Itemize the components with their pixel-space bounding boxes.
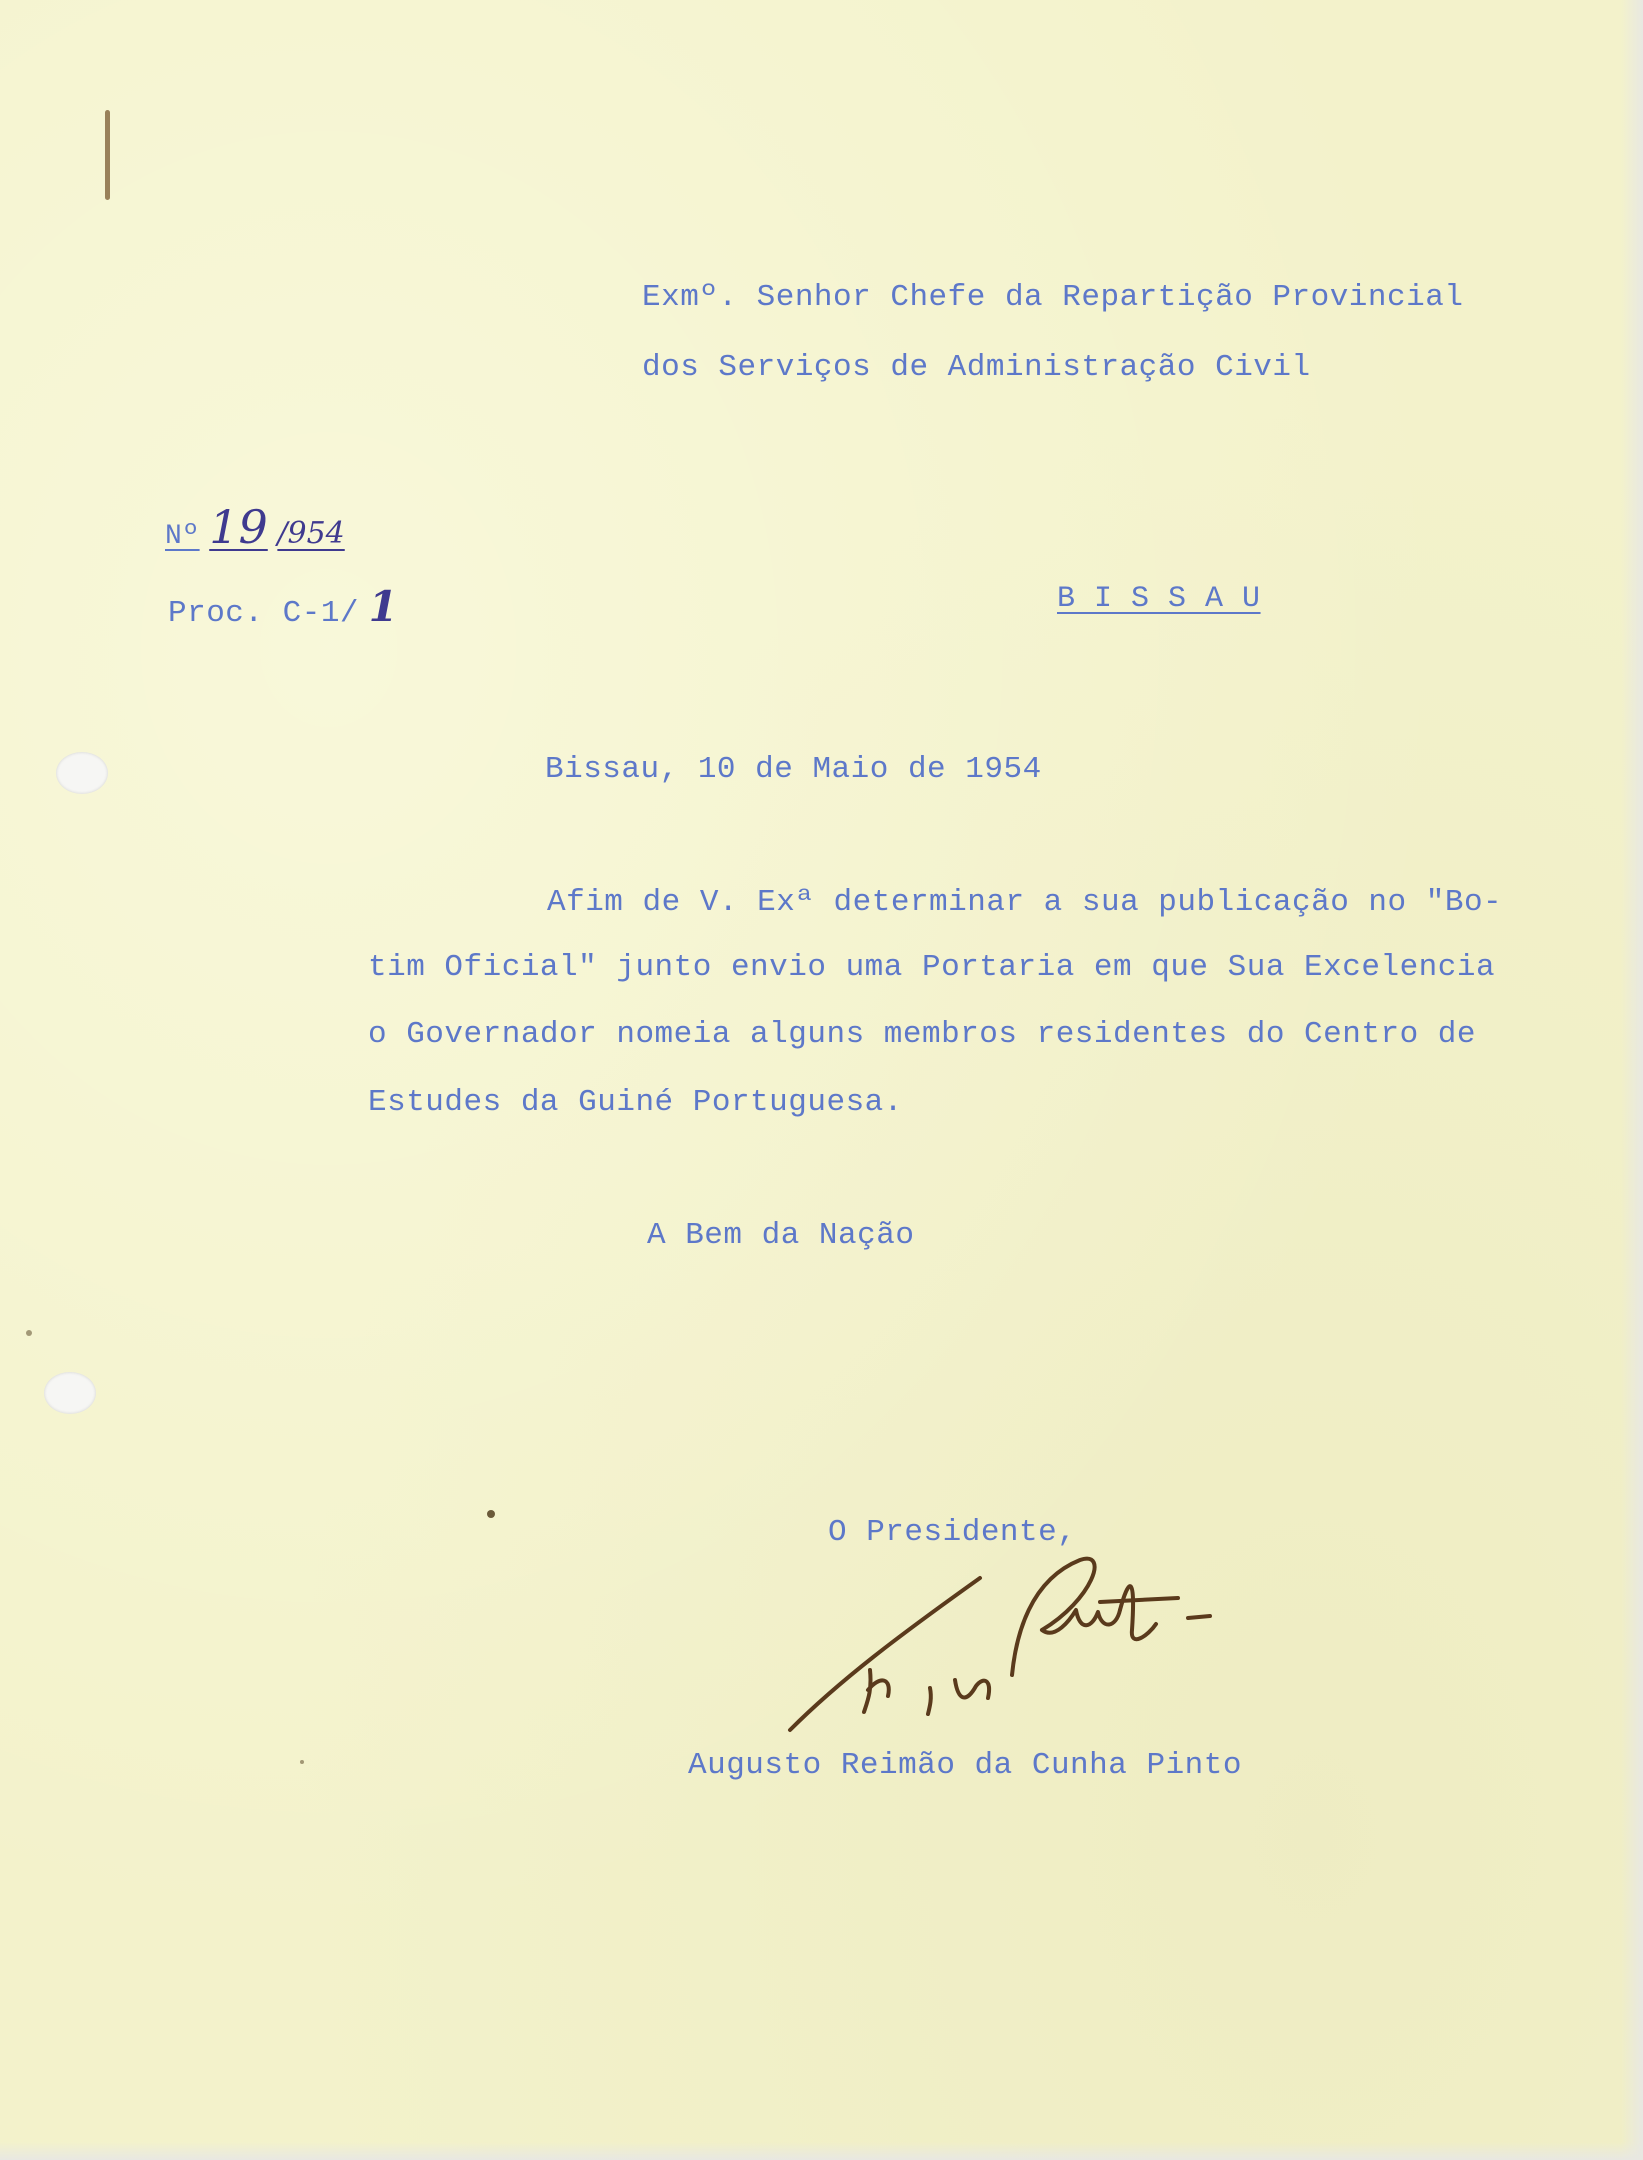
ink-speck bbox=[300, 1760, 304, 1764]
addressee-line-2: dos Serviços de Administração Civil bbox=[642, 350, 1311, 385]
punch-hole-bottom bbox=[44, 1372, 96, 1414]
signature-stroke bbox=[1012, 1559, 1095, 1675]
reference-number-suffix: /954 bbox=[277, 516, 345, 551]
body-line-4: Estudes da Guiné Portuguesa. bbox=[368, 1085, 903, 1120]
process-handwritten: 1 bbox=[368, 582, 398, 631]
signature-stroke bbox=[1100, 1598, 1178, 1602]
body-line-3: o Governador nomeia alguns membros residentes do Centro de bbox=[368, 1017, 1476, 1052]
signer-name: Augusto Reimão da Cunha Pinto bbox=[688, 1748, 1242, 1783]
punch-hole-top bbox=[56, 752, 108, 794]
reference-number-prefix: Nº bbox=[165, 521, 200, 552]
scan-edge-right bbox=[1621, 0, 1643, 2160]
stain-mark bbox=[105, 110, 110, 200]
signature-stroke bbox=[790, 1578, 980, 1730]
signature-stroke bbox=[955, 1680, 989, 1698]
signature-stroke bbox=[1120, 1586, 1156, 1639]
process-reference bbox=[168, 582, 398, 631]
signer-title: O Presidente, bbox=[828, 1515, 1077, 1550]
signature-stroke bbox=[928, 1688, 931, 1714]
ink-speck bbox=[487, 1510, 495, 1518]
body-line-2: tim Oficial" junto envio uma Portaria em que Sua Excelencia bbox=[368, 950, 1496, 985]
ink-speck bbox=[26, 1330, 32, 1336]
signature-stroke bbox=[864, 1670, 889, 1712]
date-line: Bissau, 10 de Maio de 1954 bbox=[545, 752, 1042, 787]
body-line-1: Afim de V. Exª determinar a sua publicação no "Bo- bbox=[547, 885, 1503, 920]
signature-graphic bbox=[780, 1540, 1280, 1740]
reference-number bbox=[165, 500, 345, 554]
process-prefix: Proc. C-1/ bbox=[168, 596, 360, 631]
reference-number-handwritten: 19 bbox=[209, 500, 268, 554]
closing: A Bem da Nação bbox=[647, 1218, 915, 1253]
addressee-line-1: Exmº. Senhor Chefe da Repartição Provincial bbox=[642, 280, 1464, 315]
destination: B I S S A U bbox=[1057, 582, 1261, 616]
scan-edge-bottom bbox=[0, 2142, 1643, 2160]
signature-stroke bbox=[1188, 1616, 1210, 1618]
